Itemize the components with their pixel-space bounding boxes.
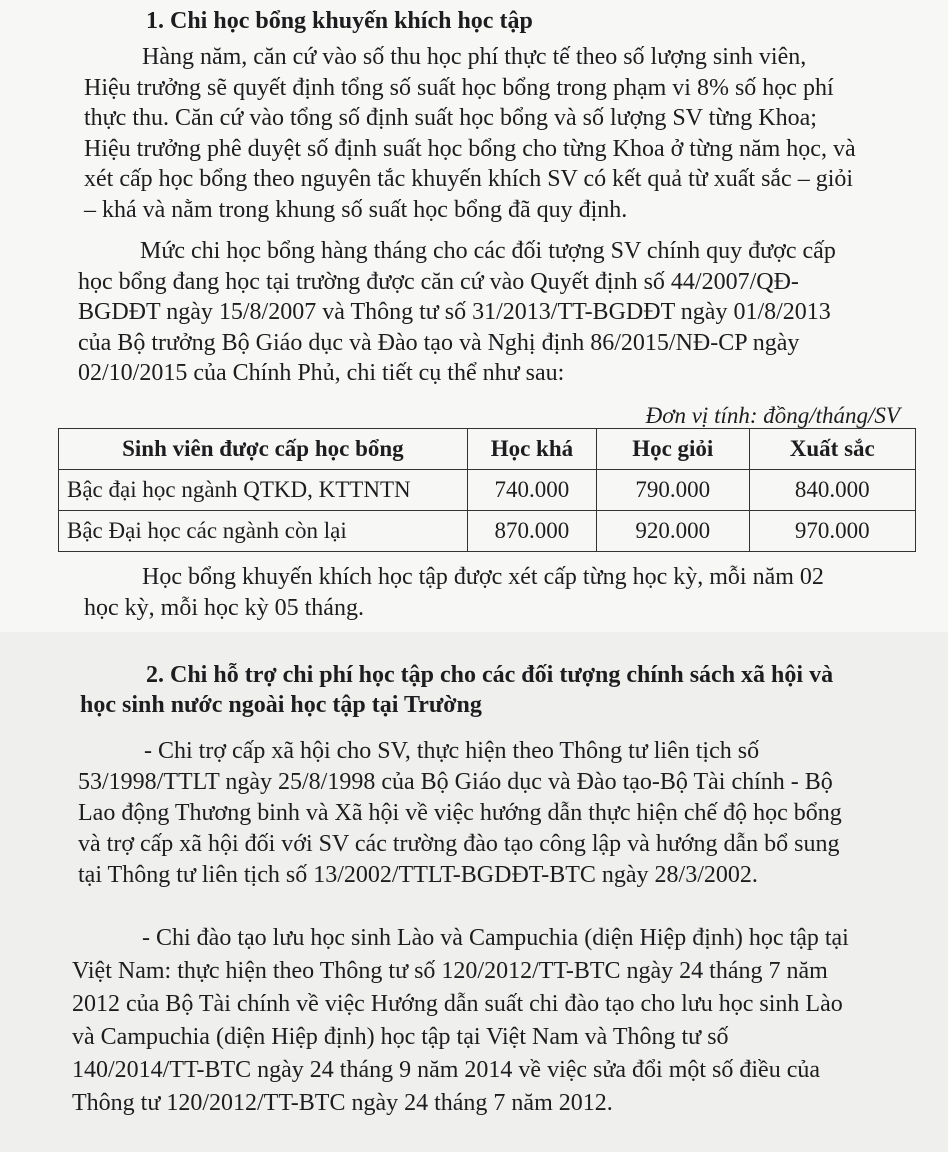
table-cell: 790.000 (597, 470, 750, 511)
text-line: 2012 của Bộ Tài chính về việc Hướng dẫn suất chi đào tạo cho lưu học sinh Lào (72, 991, 843, 1017)
text-line: - Chi trợ cấp xã hội cho SV, thực hiện theo Thông tư liên tịch số (144, 738, 760, 764)
table-header-cell: Sinh viên được cấp học bổng (59, 429, 468, 470)
text-line: học kỳ, mỗi học kỳ 05 tháng. (84, 594, 364, 621)
section-2-paragraph-2 (72, 922, 922, 1120)
unit-label: Đơn vị tính: đồng/tháng/SV (645, 403, 900, 428)
table-row (59, 511, 916, 552)
section-1-heading: 1. Chi học bổng khuyến khích học tập (146, 8, 533, 34)
text-line: Hàng năm, căn cứ vào số thu học phí thực tế theo số lượng sinh viên, (142, 44, 807, 70)
table-cell: 870.000 (467, 511, 596, 552)
text-line: Việt Nam: thực hiện theo Thông tư số 120/2012/TT-BTC ngày 24 tháng 7 năm (72, 958, 828, 984)
heading-line: học sinh nước ngoài học tập tại Trường (80, 692, 482, 718)
text-line: Lao động Thương binh và Xã hội về việc hướng dẫn thực hiện chế độ học bổng (78, 800, 842, 826)
scholarship-table (58, 428, 916, 552)
text-line: Học bổng khuyến khích học tập được xét cấp từng học kỳ, mỗi năm 02 (142, 564, 824, 590)
text-line: tại Thông tư liên tịch số 13/2002/TTLT-BGDĐT-BTC ngày 28/3/2002. (78, 862, 758, 888)
section-2-paragraph-1 (78, 736, 918, 891)
section-1-paragraph-3 (84, 562, 912, 623)
text-line: BGDĐT ngày 15/8/2007 và Thông tư số 31/2013/TT-BGDĐT ngày 01/8/2013 (78, 299, 831, 325)
text-line: Mức chi học bổng hàng tháng cho các đối tượng SV chính quy được cấp (140, 238, 836, 264)
text-line: 140/2014/TT-BTC ngày 24 tháng 9 năm 2014 về việc sửa đổi một số điều của (72, 1057, 821, 1083)
text-line: Thông tư 120/2012/TT-BTC ngày 24 tháng 7 năm 2012. (72, 1090, 613, 1116)
table-cell: Bậc Đại học các ngành còn lại (59, 511, 468, 552)
section-2-heading (80, 660, 920, 720)
text-line: học bổng đang học tại trường được căn cứ vào Quyết định số 44/2007/QĐ- (78, 268, 799, 295)
table-row (59, 470, 916, 511)
heading-line: 2. Chi hỗ trợ chi phí học tập cho các đối tượng chính sách xã hội và (146, 662, 834, 688)
table-header-cell: Xuất sắc (749, 429, 915, 470)
text-line: xét cấp học bổng theo nguyên tắc khuyến khích SV có kết quả từ xuất sắc – giỏi (84, 166, 854, 192)
section-1-paragraph-1 (84, 42, 912, 225)
table-cell: 970.000 (749, 511, 915, 552)
text-line: 02/10/2015 của Chính Phủ, chi tiết cụ thể như sau: (78, 360, 565, 386)
text-line: của Bộ trưởng Bộ Giáo dục và Đào tạo và Nghị định 86/2015/NĐ-CP ngày (78, 329, 800, 356)
text-line: 53/1998/TTLT ngày 25/8/1998 của Bộ Giáo dục và Đào tạo-Bộ Tài chính - Bộ (78, 769, 833, 795)
text-line: Hiệu trưởng sẽ quyết định tổng số suất học bổng trong phạm vi 8% số học phí (84, 74, 834, 101)
table-cell: 920.000 (597, 511, 750, 552)
table-cell: 740.000 (467, 470, 596, 511)
table-cell: 840.000 (749, 470, 915, 511)
text-line: – khá và nằm trong khung số suất học bổng đã quy định. (84, 196, 628, 223)
text-line: và Campuchia (diện Hiệp định) học tập tại Việt Nam và Thông tư số (72, 1024, 729, 1050)
table-header-row (59, 429, 916, 470)
text-line: và trợ cấp xã hội đối với SV các trường đào tạo công lập và hướng dẫn bổ sung (78, 831, 840, 857)
section-1-paragraph-2 (78, 236, 912, 389)
table-header-cell: Học khá (467, 429, 596, 470)
text-line: thực thu. Căn cứ vào tổng số định suất học bổng và số lượng SV từng Khoa; (84, 105, 817, 131)
text-line: - Chi đào tạo lưu học sinh Lào và Campuchia (diện Hiệp định) học tập tại (142, 925, 849, 951)
text-line: Hiệu trưởng phê duyệt số định suất học bổng cho từng Khoa ở từng năm học, và (84, 135, 856, 162)
table-cell: Bậc đại học ngành QTKD, KTTNTN (59, 470, 468, 511)
table-header-cell: Học giỏi (597, 429, 750, 470)
